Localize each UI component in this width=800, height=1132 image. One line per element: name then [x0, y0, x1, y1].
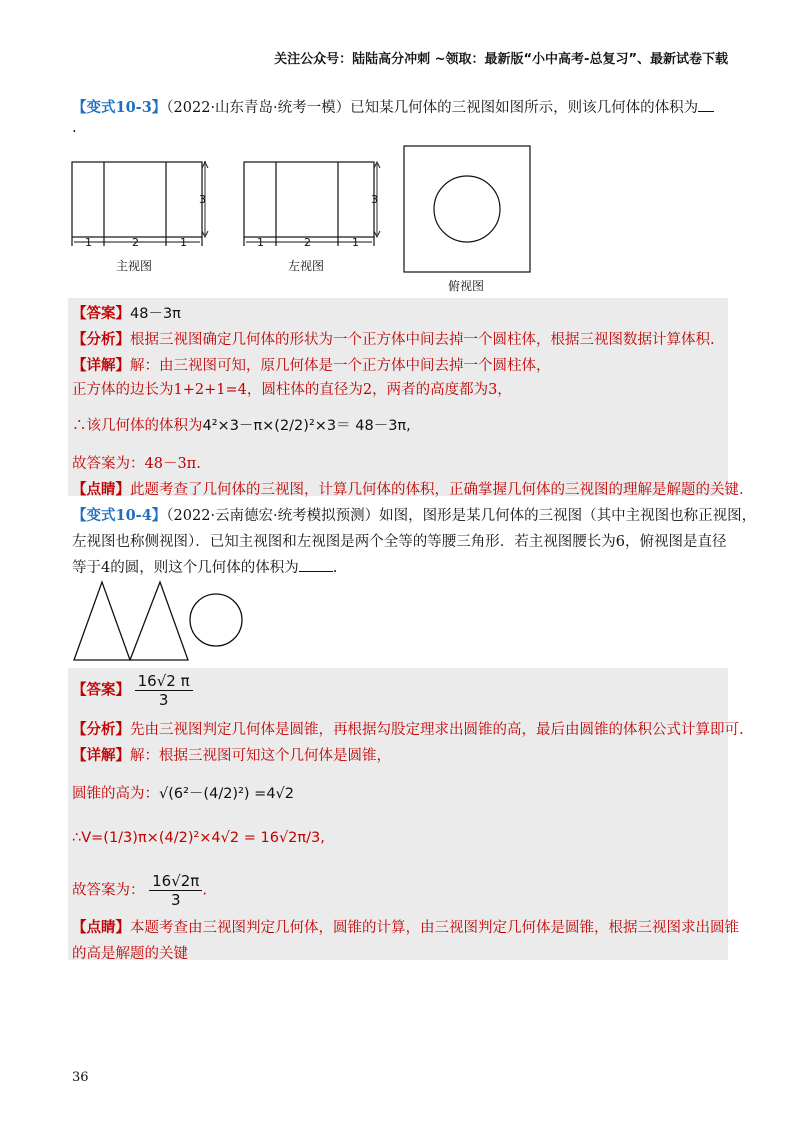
cone-three-views [70, 578, 250, 664]
left-triangle [130, 582, 188, 660]
problem2-tag: 【变式10-4】 [72, 507, 167, 524]
top-view-diagram [404, 146, 530, 272]
front-dim-1a: 1 [85, 236, 92, 249]
analysis-tag: 【分析】 [72, 331, 130, 348]
problem1-text: （2022·山东青岛·统考一模）已知某几何体的三视图如图所示，则该几何体的体积为 [166, 100, 699, 116]
detail-tag: 【详解】 [72, 357, 130, 374]
page-number: 36 [72, 1070, 89, 1085]
problem1-detail-line3 [72, 414, 411, 435]
problem1-detail-1: 解：由三视图可知，原几何体是一个正方体中间去掉一个圆柱体， [130, 358, 551, 374]
left-view-diagram [244, 162, 380, 246]
top-view-label: 俯视图 [448, 279, 485, 293]
problem1-analysis-line [72, 328, 715, 349]
problem2-comment-2: 的高是解题的关键 [72, 946, 188, 962]
front-view-label: 主视图 [116, 259, 153, 273]
problem2-detail-1: 解：根据三视图可知这个几何体是圆锥， [130, 748, 391, 764]
problem1-detail-4: 故答案为：48－3π. [72, 456, 201, 472]
problem1-comment-line [72, 478, 744, 499]
problem2-answer-line [72, 672, 193, 709]
top-circle [190, 594, 242, 646]
analysis-tag: 【分析】 [72, 721, 130, 738]
three-view-figures [66, 140, 546, 300]
answer-tag: 【答案】 [72, 305, 130, 322]
problem1-analysis: 根据三视图确定几何体的形状为一个正方体中间去掉一个圆柱体，根据三视图数据计算体积. [130, 332, 715, 348]
problem2-detail-4-end: . [202, 882, 207, 899]
problem2-analysis-line [72, 718, 744, 739]
left-dim-2: 2 [304, 236, 311, 249]
detail-tag: 【详解】 [72, 747, 130, 764]
problem1-volume-formula: 4²×3－π×(2/2)²×3＝ 48－3π, [202, 418, 411, 434]
left-view-label: 左视图 [288, 259, 325, 273]
front-view-diagram [72, 162, 208, 246]
problem1-detail-line1 [72, 354, 551, 375]
left-dim-3: 3 [371, 193, 378, 206]
problem2-text-3-end: . [332, 560, 338, 576]
answer-blank[interactable] [698, 111, 714, 112]
problem1-period: . [72, 120, 77, 136]
problem2-detail-line2 [72, 782, 294, 803]
front-triangle [74, 582, 130, 660]
problem2-comment-line1 [72, 916, 739, 937]
problem2-statement-3 [72, 556, 337, 577]
comment-tag: 【点睛】 [72, 919, 130, 936]
answer-tag: 【答案】 [72, 681, 130, 699]
problem1-statement [72, 96, 714, 117]
problem2-detail-line1 [72, 744, 391, 765]
problem1-detail-3-prefix: ∴该几何体的体积为 [72, 418, 203, 434]
problem2-detail-2-prefix: 圆锥的高为： [72, 786, 159, 802]
problem2-analysis: 先由三视图判定几何体是圆锥，再根据勾股定理求出圆锥的高，最后由圆锥的体积公式计算即可. [130, 722, 744, 738]
problem1-answer: 48－3π [130, 306, 181, 322]
problem2-comment-1: 本题考查由三视图判定几何体，圆锥的计算，由三视图判定几何体是圆锥，根据三视图求出圆锥 [130, 920, 739, 936]
answer-numerator: 16√2 π [135, 672, 193, 691]
final-denominator: 3 [170, 891, 181, 909]
answer-denominator: 3 [158, 691, 169, 709]
left-dim-1a: 1 [257, 236, 264, 249]
front-dim-1b: 1 [180, 236, 187, 249]
front-dim-2: 2 [132, 236, 139, 249]
problem1-comment: 此题考查了几何体的三视图，计算几何体的体积，正确掌握几何体的三视图的理解是解题的关键. [130, 482, 744, 498]
final-numerator: 16√2π [149, 872, 202, 891]
left-dim-1b: 1 [352, 236, 359, 249]
problem2-detail-line4 [72, 872, 207, 909]
problem2-detail-4-prefix: 故答案为： [72, 882, 145, 899]
comment-tag: 【点睛】 [72, 481, 130, 498]
cone-height-formula: √(6²－(4/2)²) =4√2 [159, 786, 295, 802]
problem2-answer-fraction [135, 672, 193, 709]
problem2-final-fraction [149, 872, 202, 909]
problem2-text-1: （2022·云南德宏·统考模拟预测）如图，图形是某几何体的三视图（其中主视图也称正视图， [166, 508, 757, 524]
problem2-statement-1 [72, 504, 756, 525]
problem1-detail-2: 正方体的边长为1+2+1=4，圆柱体的直径为2，两者的高度都为3， [72, 382, 512, 398]
answer-blank[interactable] [299, 571, 333, 572]
front-dim-3: 3 [199, 193, 206, 206]
problem1-answer-line [72, 302, 181, 323]
problem2-text-2: 左视图也称侧视图）．已知主视图和左视图是两个全等的等腰三角形．若主视图腰长为6，俯视图是直径 [72, 534, 727, 550]
problem2-text-3: 等于4的圆，则这个几何体的体积为 [72, 560, 299, 576]
problem1-tag: 【变式10-3】 [72, 99, 167, 116]
page-header: 关注公众号：陆陆高分冲刺 ~领取：最新版“小中高考-总复习”、最新试卷下载 [274, 52, 728, 67]
cone-volume-formula: ∴V=(1/3)π×(4/2)²×4√2 = 16√2π/3, [72, 830, 325, 846]
